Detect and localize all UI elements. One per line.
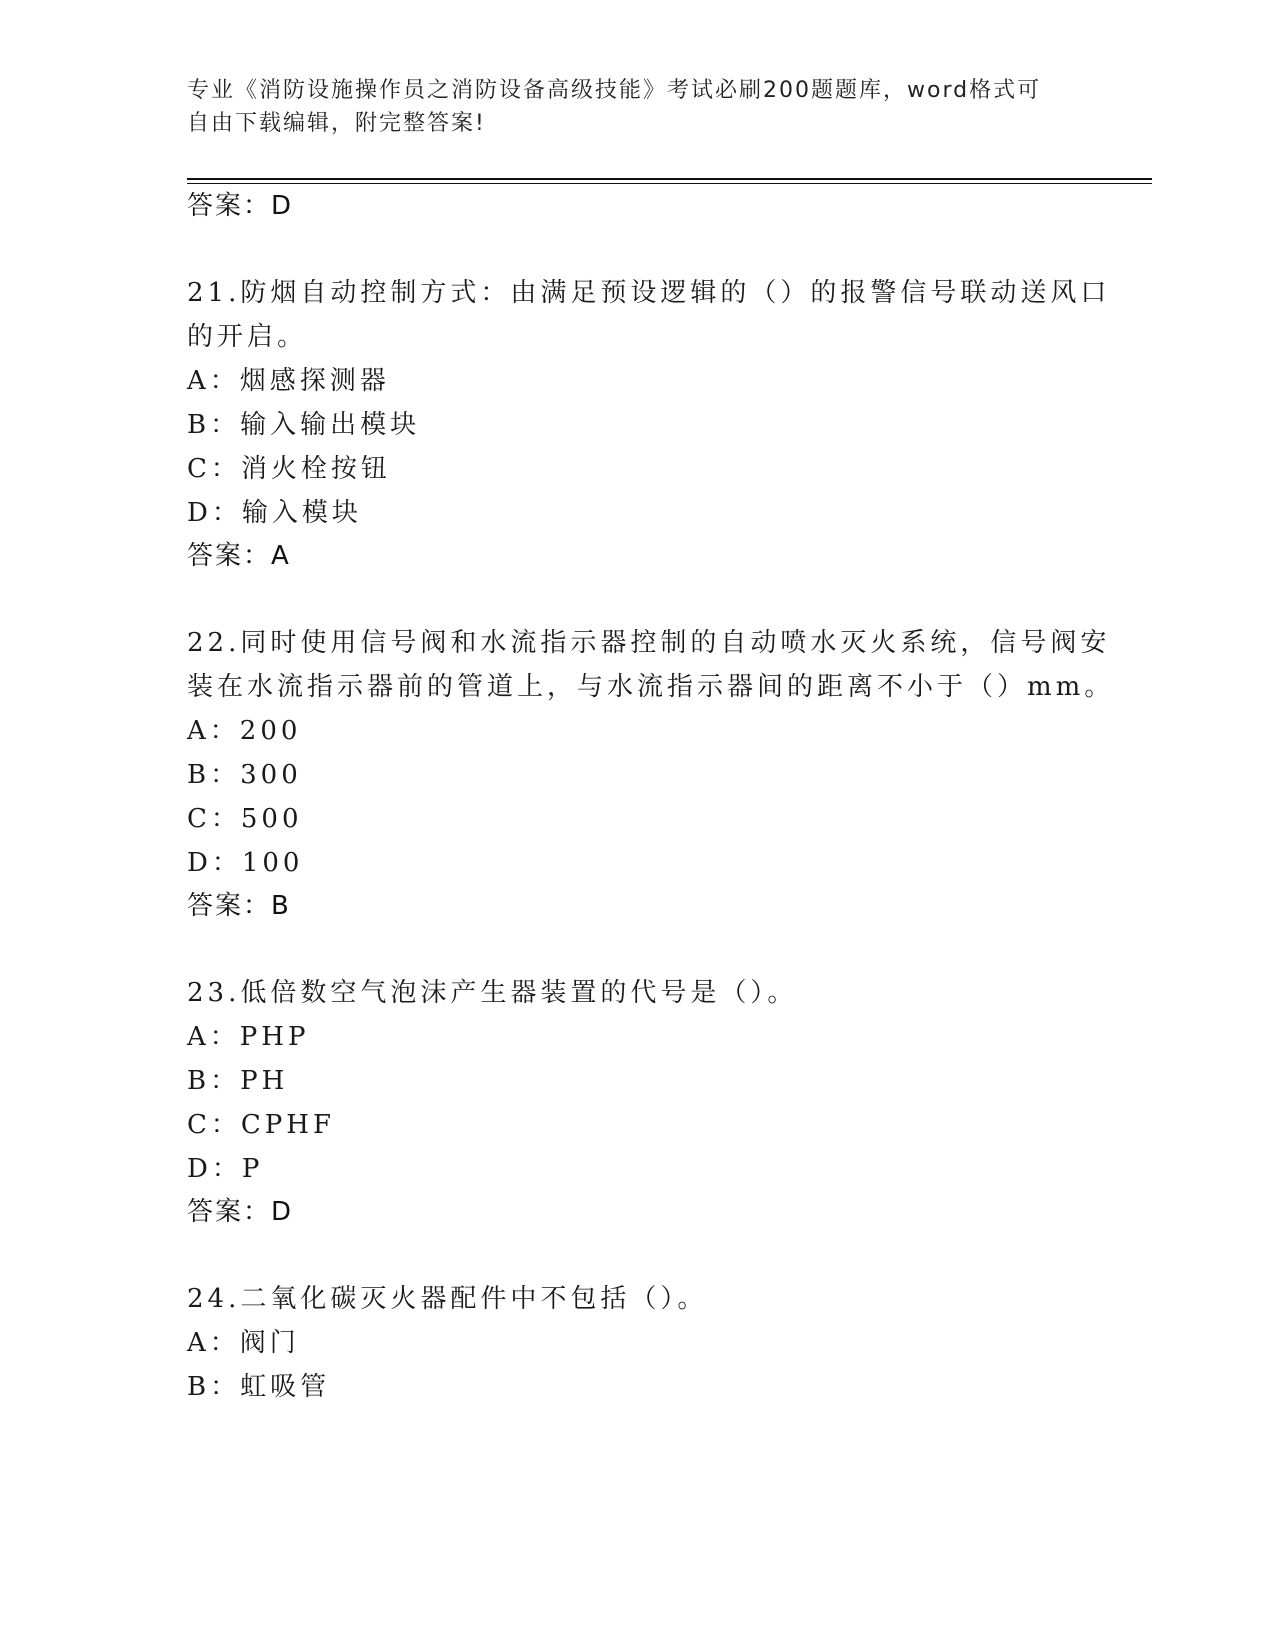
q23-option-c: C：CPHF: [187, 1110, 335, 1140]
q21-option-a: A：烟感探测器: [187, 366, 390, 396]
q22-option-b: B：300: [187, 760, 302, 790]
q23-answer: 答案：D: [187, 1197, 294, 1227]
q24-option-a: A：阀门: [187, 1328, 300, 1358]
q23-stem-line-1: 23.低倍数空气泡沫产生器装置的代号是（）。: [187, 978, 798, 1008]
document-header: [187, 74, 1067, 140]
q23-option-b: B：PH: [187, 1066, 289, 1096]
q22-stem-line-1: 22.同时使用信号阀和水流指示器控制的自动喷水灭火系统，信号阀安: [187, 628, 1111, 658]
header-line-1: 专业《消防设施操作员之消防设备高级技能》考试必刷200题题库，word格式可: [187, 78, 1042, 103]
header-line-2: 自由下载编辑，附完整答案!: [187, 111, 486, 136]
q21-stem-line-1: 21.防烟自动控制方式：由满足预设逻辑的（）的报警信号联动送风口: [187, 278, 1111, 308]
q24-stem-line-1: 24.二氧化碳灭火器配件中不包括（）。: [187, 1284, 708, 1314]
header-divider-thin: [187, 183, 1152, 184]
q22-option-c: C：500: [187, 804, 303, 834]
q22-option-d: D：100: [187, 848, 304, 878]
q21-option-c: C：消火栓按钮: [187, 454, 391, 484]
q21-option-d: D：输入模块: [187, 498, 362, 528]
q21-answer: 答案：A: [187, 541, 291, 571]
q21-option-b: B：输入输出模块: [187, 410, 421, 440]
q24-option-b: B：虹吸管: [187, 1372, 331, 1402]
previous-answer: 答案：D: [187, 191, 294, 221]
q22-stem-line-2: 装在水流指示器前的管道上，与水流指示器间的距离不小于（）mm。: [187, 672, 1115, 702]
q23-option-d: D：P: [187, 1154, 264, 1184]
q22-answer: 答案：B: [187, 891, 291, 921]
q21-stem-line-2: 的开启。: [187, 322, 308, 352]
q22-option-a: A：200: [187, 716, 302, 746]
header-divider-thick: [187, 178, 1152, 180]
q23-option-a: A：PHP: [187, 1022, 310, 1052]
